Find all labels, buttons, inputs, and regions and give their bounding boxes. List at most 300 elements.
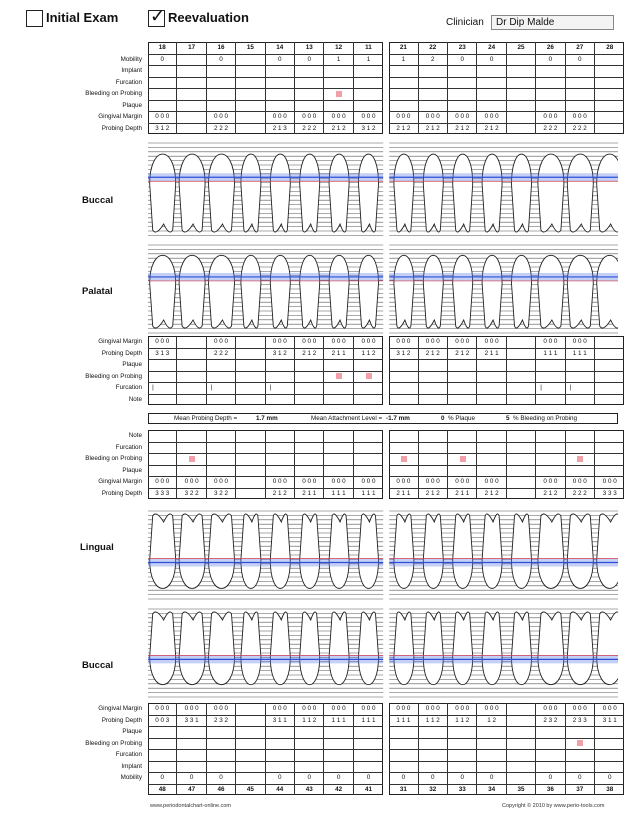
cell-note[interactable]	[448, 394, 477, 406]
cell-mobility[interactable]: 0	[389, 772, 418, 784]
cell-gingival-margin[interactable]	[507, 476, 536, 488]
cell-bleeding-on-probing[interactable]	[419, 453, 448, 465]
cell-bleeding-on-probing[interactable]	[266, 88, 295, 100]
cell-bleeding-on-probing[interactable]	[207, 88, 236, 100]
cell-plaque[interactable]	[419, 465, 448, 477]
cell-bleeding-on-probing[interactable]	[177, 738, 206, 750]
cell-bleeding-on-probing[interactable]	[595, 371, 624, 383]
cell-implant[interactable]	[148, 65, 177, 77]
cell-note[interactable]	[266, 394, 295, 406]
cell-probing-depth[interactable]: 3 1 1	[602, 716, 617, 724]
cell-bleeding-on-probing[interactable]	[295, 88, 324, 100]
cell-gingival-margin[interactable]: 0 0 0	[266, 111, 295, 123]
cell-probing-depth[interactable]	[595, 123, 624, 135]
cell-mobility[interactable]: 1	[324, 54, 353, 66]
cell-furcation[interactable]	[536, 442, 565, 454]
cell-bleeding-on-probing[interactable]	[148, 738, 177, 750]
cell-implant[interactable]	[507, 761, 536, 773]
cell-note[interactable]	[389, 430, 418, 442]
cell-probing-depth[interactable]	[236, 123, 265, 135]
cell-probing-depth[interactable]: 1 1 1	[361, 716, 376, 724]
cell-probing-depth[interactable]: 2 1 2	[448, 348, 477, 360]
cell-mobility[interactable]: 0	[266, 54, 295, 66]
cell-bleeding-on-probing[interactable]	[389, 371, 418, 383]
cell-furcation[interactable]	[595, 77, 624, 89]
cell-plaque[interactable]	[354, 100, 383, 112]
cell-plaque[interactable]	[324, 726, 353, 738]
cell-gingival-margin[interactable]: 0 0 0	[207, 703, 236, 715]
cell-furcation[interactable]	[324, 77, 353, 89]
cell-plaque[interactable]	[566, 100, 595, 112]
cell-implant[interactable]	[295, 65, 324, 77]
cell-implant[interactable]	[595, 761, 624, 773]
cell-furcation[interactable]	[177, 749, 206, 761]
cell-bleeding-on-probing[interactable]	[507, 453, 536, 465]
cell-gingival-margin[interactable]: 0 0 0	[536, 336, 565, 348]
cell-bleeding-on-probing[interactable]	[595, 738, 624, 750]
cell-bleeding-on-probing[interactable]	[148, 88, 177, 100]
cell-furcation[interactable]	[236, 442, 265, 454]
cell-probing-depth[interactable]	[236, 348, 265, 360]
cell-furcation[interactable]	[354, 749, 383, 761]
cell-probing-depth[interactable]: 0 0 3	[148, 715, 177, 727]
cell-gingival-margin[interactable]	[177, 111, 206, 123]
cell-implant[interactable]	[207, 65, 236, 77]
cell-gingival-margin[interactable]: 0 0 0	[536, 703, 565, 715]
cell-gingival-margin[interactable]: 0 0 0	[361, 113, 376, 120]
cell-note[interactable]	[477, 394, 506, 406]
cell-gingival-margin[interactable]: 0 0 0	[536, 476, 565, 488]
cell-furcation[interactable]	[295, 442, 324, 454]
cell-plaque[interactable]	[507, 359, 536, 371]
cell-bleeding-on-probing[interactable]	[148, 453, 177, 465]
cell-furcation[interactable]	[266, 442, 295, 454]
cell-plaque[interactable]	[595, 726, 624, 738]
cell-mobility[interactable]	[236, 772, 265, 784]
cell-probing-depth[interactable]	[177, 123, 206, 135]
cell-mobility[interactable]: 0	[477, 54, 506, 66]
cell-gingival-margin[interactable]: 0 0 0	[477, 111, 506, 123]
cell-probing-depth[interactable]: 2 3 2	[536, 715, 565, 727]
cell-plaque[interactable]	[148, 726, 177, 738]
cell-gingival-margin[interactable]: 0 0 0	[477, 336, 506, 348]
cell-implant[interactable]	[536, 761, 565, 773]
cell-furcation[interactable]	[295, 77, 324, 89]
cell-note[interactable]	[507, 430, 536, 442]
cell-gingival-margin[interactable]: 0 0 0	[324, 476, 353, 488]
cell-gingival-margin[interactable]	[507, 703, 536, 715]
cell-plaque[interactable]	[595, 100, 624, 112]
cell-furcation[interactable]	[595, 749, 624, 761]
cell-furcation[interactable]	[354, 442, 383, 454]
cell-note[interactable]	[295, 394, 324, 406]
cell-gingival-margin[interactable]: 0 0 0	[148, 111, 177, 123]
cell-bleeding-on-probing[interactable]	[507, 738, 536, 750]
cell-note[interactable]	[236, 430, 265, 442]
cell-plaque[interactable]	[536, 465, 565, 477]
cell-bleeding-on-probing[interactable]	[177, 88, 206, 100]
cell-furcation[interactable]	[324, 442, 353, 454]
cell-mobility[interactable]: 0	[536, 54, 565, 66]
cell-mobility[interactable]: 0	[324, 772, 353, 784]
cell-gingival-margin[interactable]: 0 0 0	[148, 476, 177, 488]
cell-plaque[interactable]	[419, 100, 448, 112]
cell-furcation[interactable]	[295, 382, 324, 394]
cell-gingival-margin[interactable]: 0 0 0	[566, 336, 595, 348]
cell-probing-depth[interactable]	[236, 715, 265, 727]
cell-probing-depth[interactable]: 1 1 2	[448, 715, 477, 727]
cell-probing-depth[interactable]: 1 1 1	[324, 715, 353, 727]
cell-plaque[interactable]	[354, 359, 383, 371]
cell-gingival-margin[interactable]: 0 0 0	[361, 338, 376, 345]
cell-mobility[interactable]: 0	[177, 772, 206, 784]
cell-mobility[interactable]: 0	[448, 54, 477, 66]
cell-gingival-margin[interactable]: 0 0 0	[148, 703, 177, 715]
cell-plaque[interactable]	[507, 465, 536, 477]
cell-probing-depth[interactable]: 1 1 2	[361, 349, 376, 357]
cell-probing-depth[interactable]: 3 3 3	[602, 489, 617, 497]
cell-gingival-margin[interactable]: 0 0 0	[419, 703, 448, 715]
cell-gingival-margin[interactable]: 0 0 0	[361, 705, 376, 712]
cell-bleeding-on-probing[interactable]	[566, 88, 595, 100]
cell-probing-depth[interactable]	[177, 348, 206, 360]
cell-gingival-margin[interactable]: 0 0 0	[177, 703, 206, 715]
cell-gingival-margin[interactable]: 0 0 0	[361, 478, 376, 485]
cell-note[interactable]	[295, 430, 324, 442]
cell-plaque[interactable]	[266, 359, 295, 371]
cell-plaque[interactable]	[477, 100, 506, 112]
cell-mobility[interactable]: 0	[266, 772, 295, 784]
cell-plaque[interactable]	[389, 726, 418, 738]
cell-implant[interactable]	[448, 65, 477, 77]
cell-gingival-margin[interactable]: 0 0 0	[324, 336, 353, 348]
cell-probing-depth[interactable]	[507, 488, 536, 500]
cell-bleeding-on-probing[interactable]	[507, 88, 536, 100]
cell-gingival-margin[interactable]: 0 0 0	[389, 336, 418, 348]
cell-furcation[interactable]	[477, 77, 506, 89]
cell-probing-depth[interactable]: 2 1 1	[324, 348, 353, 360]
cell-furcation[interactable]	[324, 749, 353, 761]
cell-probing-depth[interactable]: 2 2 2	[207, 348, 236, 360]
cell-note[interactable]	[595, 430, 624, 442]
cell-plaque[interactable]	[177, 359, 206, 371]
cell-plaque[interactable]	[324, 359, 353, 371]
cell-probing-depth[interactable]: 2 1 1	[389, 488, 418, 500]
cell-implant[interactable]	[477, 65, 506, 77]
cell-plaque[interactable]	[419, 359, 448, 371]
cell-gingival-margin[interactable]: 0 0 0	[389, 476, 418, 488]
cell-gingival-margin[interactable]: 0 0 0	[148, 336, 177, 348]
cell-gingival-margin[interactable]: 0 0 0	[266, 476, 295, 488]
cell-bleeding-on-probing[interactable]	[477, 88, 506, 100]
cell-plaque[interactable]	[295, 359, 324, 371]
cell-gingival-margin[interactable]: 0 0 0	[419, 476, 448, 488]
cell-bleeding-on-probing[interactable]	[354, 738, 383, 750]
cell-bleeding-on-probing[interactable]	[295, 371, 324, 383]
cell-furcation[interactable]	[207, 77, 236, 89]
cell-probing-depth[interactable]: 1 1 2	[295, 715, 324, 727]
cell-probing-depth[interactable]: 3 1 1	[266, 715, 295, 727]
cell-furcation[interactable]	[448, 442, 477, 454]
cell-bleeding-on-probing[interactable]	[536, 371, 565, 383]
cell-probing-depth[interactable]: 3 2 2	[207, 488, 236, 500]
cell-probing-depth[interactable]	[236, 488, 265, 500]
cell-furcation[interactable]	[507, 749, 536, 761]
cell-furcation[interactable]	[477, 749, 506, 761]
cell-plaque[interactable]	[354, 465, 383, 477]
cell-probing-depth[interactable]: 3 3 3	[148, 488, 177, 500]
cell-implant[interactable]	[177, 761, 206, 773]
cell-probing-depth[interactable]: 2 1 2	[324, 123, 353, 135]
cell-probing-depth[interactable]: 2 1 2	[419, 123, 448, 135]
cell-plaque[interactable]	[507, 100, 536, 112]
cell-furcation[interactable]	[177, 77, 206, 89]
cell-mobility[interactable]: 0	[148, 54, 177, 66]
cell-plaque[interactable]	[266, 465, 295, 477]
cell-mobility[interactable]: 0	[295, 772, 324, 784]
cell-plaque[interactable]	[477, 726, 506, 738]
cell-note[interactable]	[354, 430, 383, 442]
cell-furcation[interactable]	[595, 382, 624, 394]
cell-probing-depth[interactable]: 2 1 2	[419, 348, 448, 360]
cell-note[interactable]	[236, 394, 265, 406]
cell-gingival-margin[interactable]: 0 0 0	[295, 476, 324, 488]
cell-bleeding-on-probing[interactable]	[295, 453, 324, 465]
cell-bleeding-on-probing[interactable]	[207, 371, 236, 383]
cell-gingival-margin[interactable]: 0 0 0	[566, 476, 595, 488]
cell-plaque[interactable]	[295, 100, 324, 112]
cell-implant[interactable]	[354, 65, 383, 77]
cell-probing-depth[interactable]: 2 2 2	[207, 123, 236, 135]
cell-bleeding-on-probing[interactable]	[389, 88, 418, 100]
cell-mobility[interactable]	[595, 54, 624, 66]
cell-implant[interactable]	[389, 65, 418, 77]
cell-furcation[interactable]	[536, 749, 565, 761]
cell-bleeding-on-probing[interactable]	[448, 371, 477, 383]
cell-gingival-margin[interactable]: 0 0 0	[295, 703, 324, 715]
cell-gingival-margin[interactable]	[236, 703, 265, 715]
cell-probing-depth[interactable]: 1 1 1	[536, 348, 565, 360]
cell-mobility[interactable]: 0	[536, 772, 565, 784]
cell-probing-depth[interactable]: 3 1 2	[389, 348, 418, 360]
cell-gingival-margin[interactable]	[236, 111, 265, 123]
cell-furcation[interactable]	[389, 442, 418, 454]
cell-plaque[interactable]	[448, 100, 477, 112]
cell-furcation[interactable]	[566, 77, 595, 89]
cell-furcation[interactable]	[236, 77, 265, 89]
cell-note[interactable]	[354, 394, 383, 406]
cell-note[interactable]	[177, 430, 206, 442]
cell-bleeding-on-probing[interactable]	[595, 88, 624, 100]
cell-bleeding-on-probing[interactable]	[419, 371, 448, 383]
cell-implant[interactable]	[236, 65, 265, 77]
cell-mobility[interactable]: 0	[207, 54, 236, 66]
cell-probing-depth[interactable]: 2 2 2	[566, 123, 595, 135]
cell-bleeding-on-probing[interactable]	[419, 88, 448, 100]
cell-probing-depth[interactable]: 2 2 2	[295, 123, 324, 135]
cell-probing-depth[interactable]: 2 1 2	[477, 123, 506, 135]
cell-note[interactable]	[177, 394, 206, 406]
cell-mobility[interactable]	[236, 54, 265, 66]
cell-gingival-margin[interactable]: 0 0 0	[566, 703, 595, 715]
cell-bleeding-on-probing[interactable]	[266, 453, 295, 465]
cell-gingival-margin[interactable]	[236, 336, 265, 348]
cell-probing-depth[interactable]: 2 1 2	[295, 348, 324, 360]
cell-furcation[interactable]	[389, 749, 418, 761]
cell-furcation[interactable]	[419, 382, 448, 394]
cell-probing-depth[interactable]: 3 1 2	[148, 123, 177, 135]
cell-furcation[interactable]	[477, 382, 506, 394]
cell-plaque[interactable]	[236, 100, 265, 112]
cell-mobility[interactable]: 0	[477, 772, 506, 784]
cell-bleeding-on-probing[interactable]	[236, 371, 265, 383]
cell-implant[interactable]	[536, 65, 565, 77]
cell-implant[interactable]	[595, 65, 624, 77]
cell-mobility[interactable]: 0	[148, 772, 177, 784]
cell-gingival-margin[interactable]: 0 0 0	[419, 111, 448, 123]
initial-exam-checkbox[interactable]	[26, 10, 43, 27]
cell-mobility[interactable]: 0	[207, 772, 236, 784]
cell-furcation[interactable]	[507, 382, 536, 394]
cell-note[interactable]	[566, 394, 595, 406]
cell-bleeding-on-probing[interactable]	[148, 371, 177, 383]
cell-furcation[interactable]	[236, 749, 265, 761]
cell-plaque[interactable]	[295, 726, 324, 738]
cell-gingival-margin[interactable]: 0 0 0	[448, 336, 477, 348]
cell-implant[interactable]	[354, 761, 383, 773]
cell-probing-depth[interactable]: 2 1 1	[477, 348, 506, 360]
cell-bleeding-on-probing[interactable]	[207, 453, 236, 465]
cell-bleeding-on-probing[interactable]	[207, 738, 236, 750]
cell-furcation[interactable]	[148, 442, 177, 454]
cell-plaque[interactable]	[448, 726, 477, 738]
cell-mobility[interactable]: 0	[566, 54, 595, 66]
cell-note[interactable]	[448, 430, 477, 442]
cell-probing-depth[interactable]	[507, 123, 536, 135]
cell-bleeding-on-probing[interactable]	[448, 738, 477, 750]
cell-implant[interactable]	[566, 65, 595, 77]
cell-gingival-margin[interactable]: 0 0 0	[389, 111, 418, 123]
cell-probing-depth[interactable]	[595, 348, 624, 360]
cell-note[interactable]	[148, 430, 177, 442]
cell-plaque[interactable]	[448, 465, 477, 477]
cell-furcation[interactable]	[448, 77, 477, 89]
cell-furcation[interactable]	[448, 382, 477, 394]
cell-gingival-margin[interactable]	[177, 336, 206, 348]
cell-furcation[interactable]	[507, 77, 536, 89]
cell-furcation[interactable]	[354, 77, 383, 89]
cell-furcation[interactable]	[266, 749, 295, 761]
cell-plaque[interactable]	[207, 100, 236, 112]
cell-plaque[interactable]	[389, 100, 418, 112]
cell-gingival-margin[interactable]	[595, 336, 624, 348]
cell-mobility[interactable]	[507, 772, 536, 784]
cell-note[interactable]	[566, 430, 595, 442]
cell-implant[interactable]	[207, 761, 236, 773]
cell-furcation[interactable]	[177, 382, 206, 394]
cell-plaque[interactable]	[177, 100, 206, 112]
cell-furcation[interactable]	[566, 749, 595, 761]
cell-note[interactable]	[324, 430, 353, 442]
cell-gingival-margin[interactable]: 0 0 0	[602, 705, 617, 712]
cell-furcation[interactable]	[566, 442, 595, 454]
cell-implant[interactable]	[419, 65, 448, 77]
cell-probing-depth[interactable]: 1 2	[477, 715, 506, 727]
cell-note[interactable]	[148, 394, 177, 406]
cell-gingival-margin[interactable]: 0 0 0	[295, 111, 324, 123]
cell-plaque[interactable]	[324, 465, 353, 477]
cell-implant[interactable]	[448, 761, 477, 773]
cell-probing-depth[interactable]: 2 1 2	[536, 488, 565, 500]
cell-probing-depth[interactable]: 3 1 2	[361, 124, 376, 132]
cell-gingival-margin[interactable]: 0 0 0	[207, 476, 236, 488]
cell-furcation[interactable]	[419, 77, 448, 89]
cell-gingival-margin[interactable]: 0 0 0	[266, 336, 295, 348]
cell-gingival-margin[interactable]: 0 0 0	[477, 703, 506, 715]
cell-gingival-margin[interactable]: 0 0 0	[477, 476, 506, 488]
cell-furcation[interactable]	[389, 77, 418, 89]
cell-gingival-margin[interactable]: 0 0 0	[419, 336, 448, 348]
cell-mobility[interactable]	[507, 54, 536, 66]
cell-probing-depth[interactable]: 2 3 2	[207, 715, 236, 727]
cell-plaque[interactable]	[507, 726, 536, 738]
cell-gingival-margin[interactable]: 0 0 0	[295, 336, 324, 348]
cell-probing-depth[interactable]: 2 1 2	[389, 123, 418, 135]
cell-probing-depth[interactable]: 3 3 1	[177, 715, 206, 727]
cell-bleeding-on-probing[interactable]	[536, 88, 565, 100]
cell-bleeding-on-probing[interactable]	[177, 371, 206, 383]
cell-plaque[interactable]	[148, 465, 177, 477]
cell-gingival-margin[interactable]: 0 0 0	[324, 111, 353, 123]
cell-bleeding-on-probing[interactable]	[448, 88, 477, 100]
cell-gingival-margin[interactable]: 0 0 0	[266, 703, 295, 715]
cell-probing-depth[interactable]	[507, 715, 536, 727]
cell-furcation[interactable]	[595, 442, 624, 454]
cell-gingival-margin[interactable]	[236, 476, 265, 488]
cell-probing-depth[interactable]: 1 1 2	[419, 715, 448, 727]
cell-furcation[interactable]	[507, 442, 536, 454]
cell-bleeding-on-probing[interactable]	[354, 88, 383, 100]
cell-gingival-margin[interactable]	[507, 111, 536, 123]
cell-bleeding-on-probing[interactable]	[419, 738, 448, 750]
reevaluation-checkbox[interactable]	[148, 6, 166, 27]
cell-plaque[interactable]	[266, 100, 295, 112]
cell-gingival-margin[interactable]: 0 0 0	[602, 478, 617, 485]
cell-note[interactable]	[477, 430, 506, 442]
cell-probing-depth[interactable]: 3 2 2	[177, 488, 206, 500]
cell-bleeding-on-probing[interactable]	[236, 453, 265, 465]
cell-furcation[interactable]	[266, 77, 295, 89]
cell-bleeding-on-probing[interactable]	[477, 371, 506, 383]
cell-gingival-margin[interactable]: 0 0 0	[566, 111, 595, 123]
cell-plaque[interactable]	[354, 726, 383, 738]
cell-furcation[interactable]	[324, 382, 353, 394]
cell-bleeding-on-probing[interactable]	[266, 371, 295, 383]
cell-plaque[interactable]	[448, 359, 477, 371]
cell-note[interactable]	[389, 394, 418, 406]
cell-plaque[interactable]	[207, 359, 236, 371]
cell-probing-depth[interactable]: 2 1 1	[448, 488, 477, 500]
cell-furcation[interactable]	[236, 382, 265, 394]
cell-plaque[interactable]	[148, 100, 177, 112]
cell-probing-depth[interactable]: 2 1 2	[419, 488, 448, 500]
cell-plaque[interactable]	[236, 465, 265, 477]
cell-plaque[interactable]	[148, 359, 177, 371]
cell-plaque[interactable]	[389, 359, 418, 371]
cell-probing-depth[interactable]: 1 1 1	[361, 489, 376, 497]
cell-plaque[interactable]	[236, 726, 265, 738]
clinician-field[interactable]: Dr Dip Malde	[491, 15, 614, 30]
